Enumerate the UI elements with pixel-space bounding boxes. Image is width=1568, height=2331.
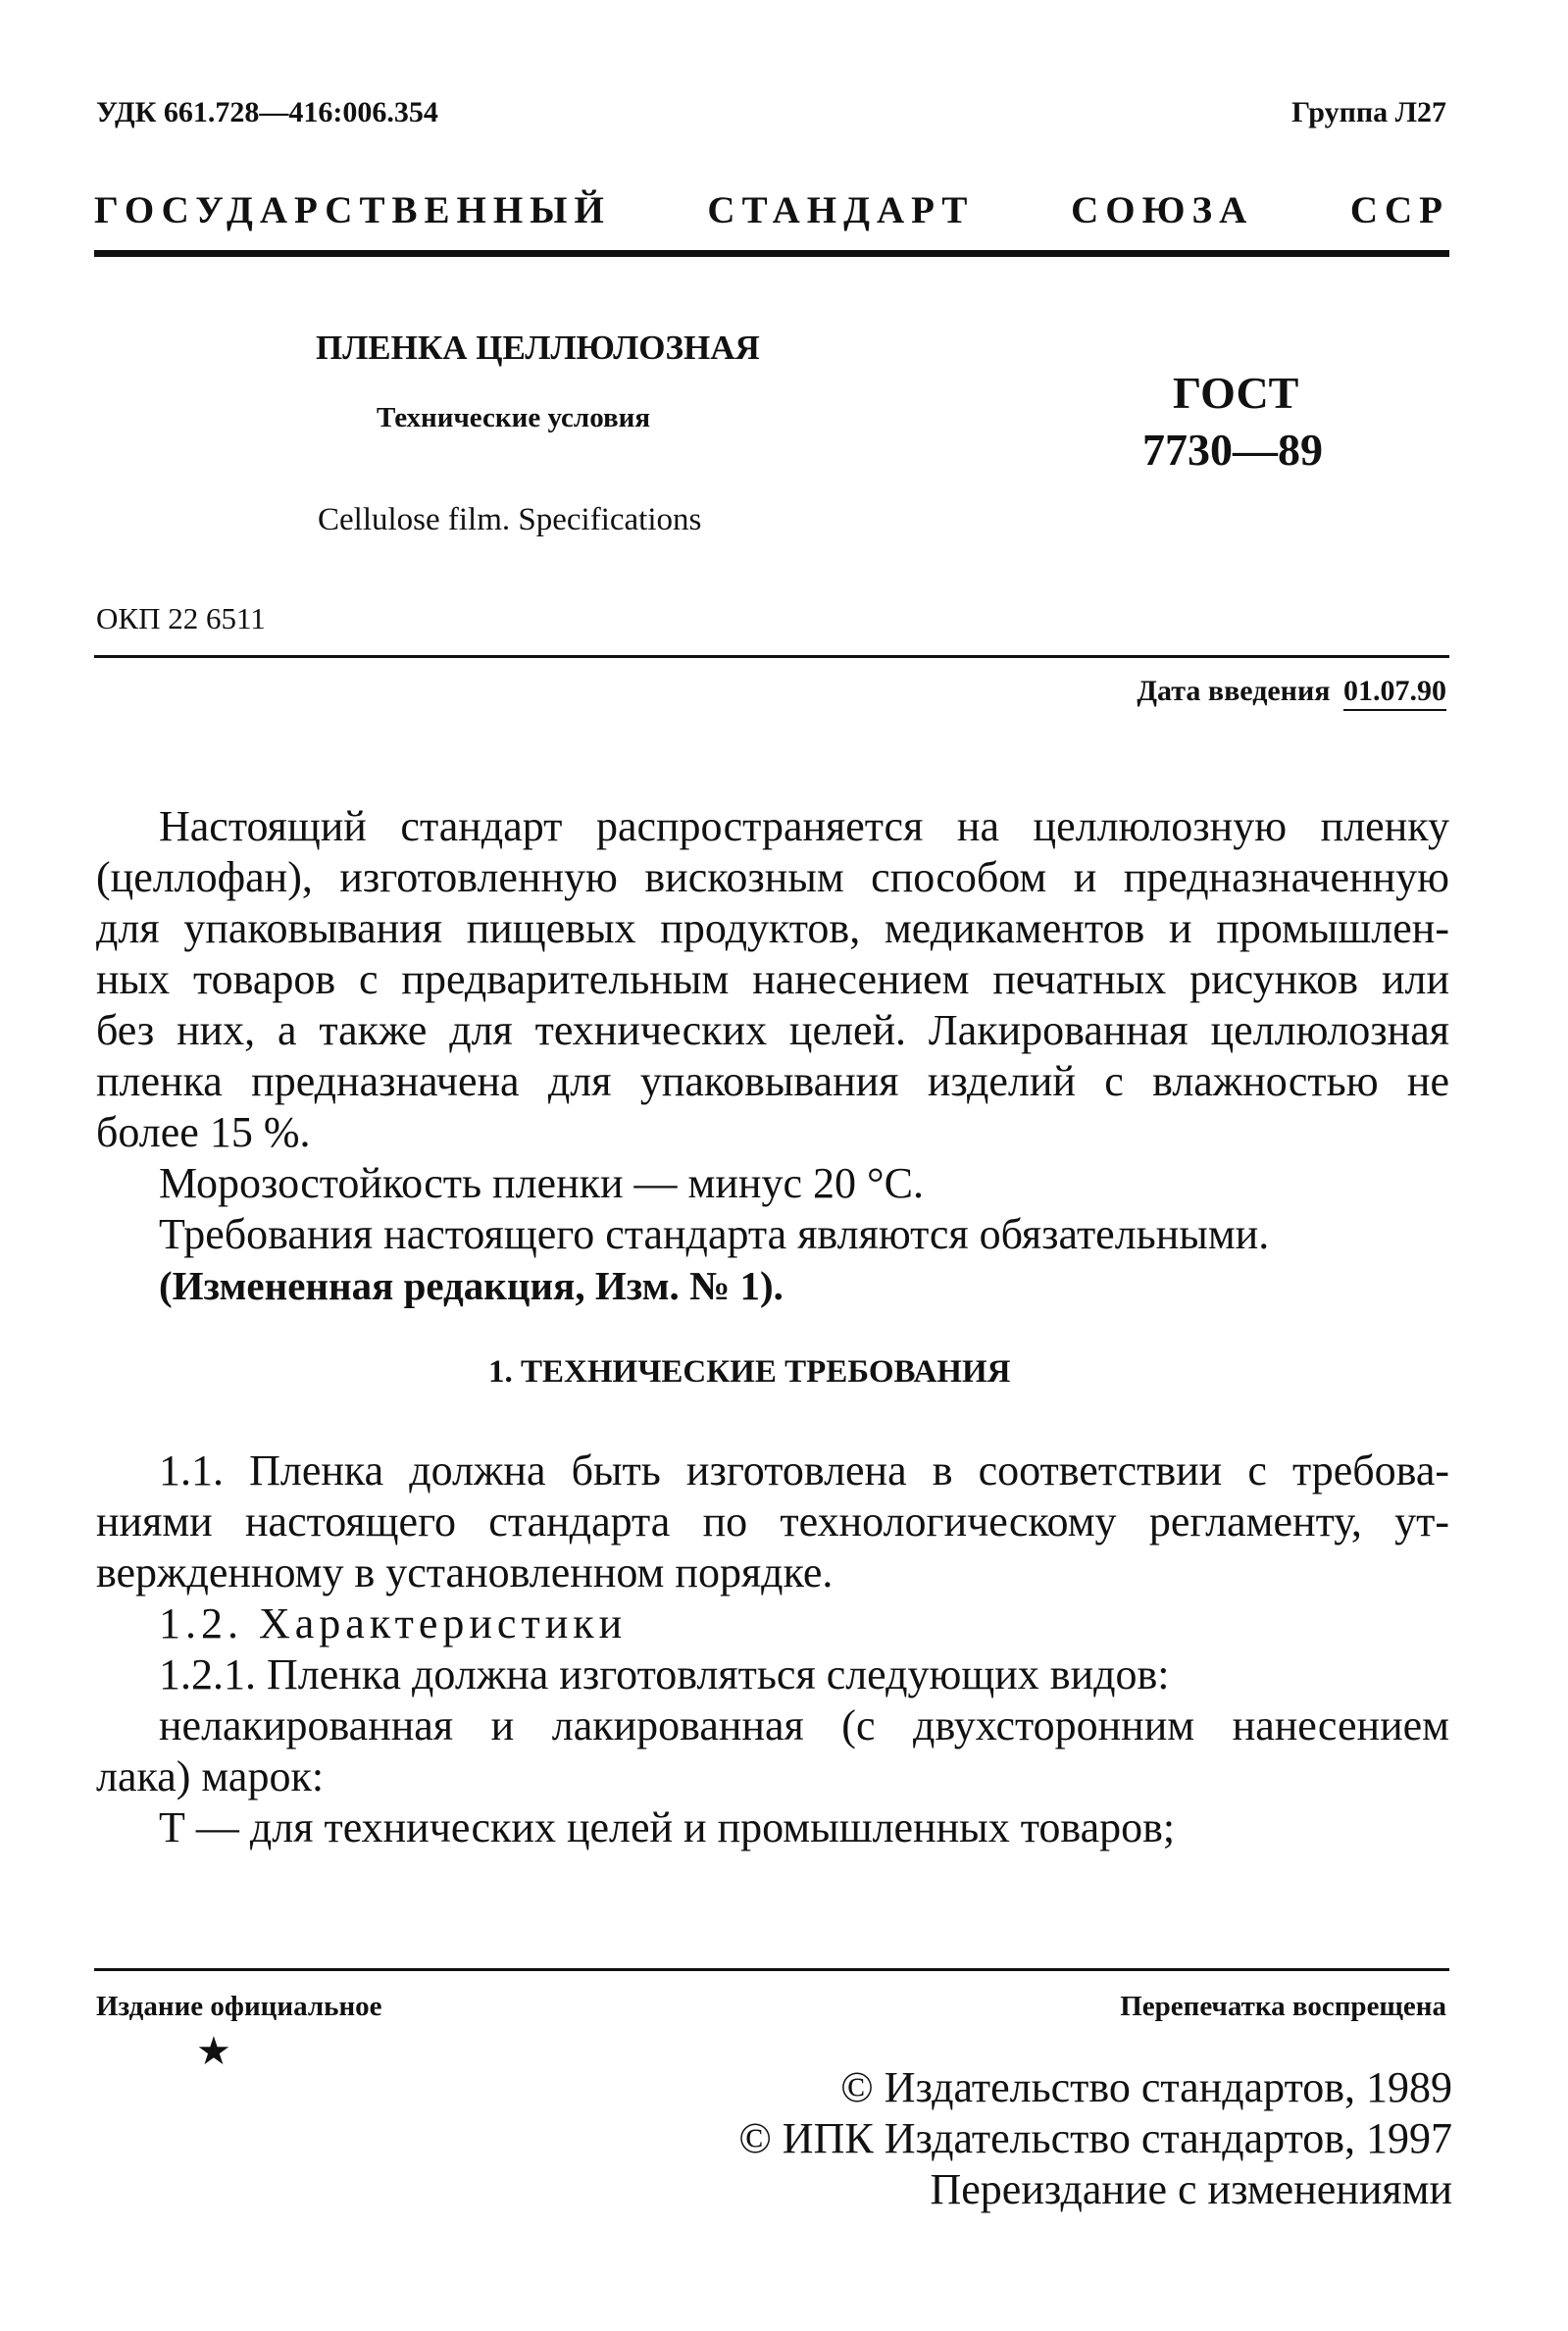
date-intro: [1137, 675, 1446, 708]
copyright-1997: © ИПК Издательство стандартов, 1997: [738, 2114, 1452, 2162]
star-icon: ★: [196, 2029, 231, 2073]
intro-line: более 15 %.: [96, 1108, 311, 1156]
intro-line: без них, а также для технических целей. Лакированная целлюлозная: [96, 1006, 1449, 1054]
intro-line: (целлофан), изготовленную вискозным способом и предназначенную: [96, 853, 1449, 901]
amendment-note: (Измененная редакция, Изм. № 1).: [159, 1263, 784, 1308]
date-intro-label: Дата введения: [1137, 675, 1331, 707]
p121-cont-line: нелакированная и лакированная (с двухсторонним нанесением: [159, 1701, 1449, 1749]
gost-number: 7730—89: [1142, 425, 1323, 475]
intro-line: ных товаров с предварительным нанесением печатных рисунков или: [96, 955, 1449, 1003]
document-subtitle: Технические условия: [377, 402, 651, 433]
group-code: Группа Л27: [1291, 96, 1446, 128]
p12-heading: 1.2. Характеристики: [159, 1599, 628, 1647]
date-intro-value: 01.07.90: [1343, 675, 1446, 711]
document-title: ПЛЕНКА ЦЕЛЛЮЛОЗНАЯ: [316, 329, 760, 367]
header-thick-rule: [94, 250, 1449, 257]
gost-label: ГОСТ: [1173, 368, 1299, 418]
copyright-1989: © Издательство стандартов, 1989: [840, 2063, 1452, 2111]
p11-line: 1.1. Пленка должна быть изготовлена в соответствии с требова-: [159, 1446, 1449, 1495]
intro-line: пленка предназначена для упаковывания изделий с влажностью не: [96, 1057, 1449, 1105]
state-standard-heading: ГОСУДАРСТВЕННЫЙ СТАНДАРТ СОЮЗА ССР: [94, 189, 1449, 231]
p11-line: вержденному в установленном порядке.: [96, 1548, 834, 1596]
frost-resistance: Морозостойкость пленки — минус 20 °С.: [159, 1159, 924, 1207]
footer-rule: [94, 1968, 1449, 1971]
section-heading: 1. ТЕХНИЧЕСКИЕ ТРЕБОВАНИЯ: [488, 1354, 1011, 1390]
p11-line: ниями настоящего стандарта по технологическому регламенту, ут-: [96, 1497, 1449, 1546]
title-rule: [94, 655, 1449, 658]
okp-code: ОКП 22 6511: [96, 601, 266, 635]
udk-code: УДК 661.728—416:006.354: [96, 96, 438, 128]
no-reprint-note: Перепечатка воспрещена: [1120, 1991, 1446, 2022]
mandatory-note: Требования настоящего стандарта являются обязательными.: [159, 1210, 1270, 1258]
official-edition: Издание официальное: [96, 1991, 382, 2022]
p121-cont-line: лака) марок:: [96, 1752, 325, 1800]
p121-line: 1.2.1. Пленка должна изготовляться следующих видов:: [159, 1650, 1170, 1698]
reissue-note: Переиздание с изменениями: [930, 2165, 1452, 2213]
intro-line: Настоящий стандарт распространяется на целлюлозную пленку: [159, 802, 1449, 850]
english-title: Cellulose film. Specifications: [318, 502, 702, 537]
intro-line: для упаковывания пищевых продуктов, медикаментов и промышлен-: [96, 904, 1449, 952]
p121-t-line: Т — для технических целей и промышленных товаров;: [159, 1803, 1176, 1851]
